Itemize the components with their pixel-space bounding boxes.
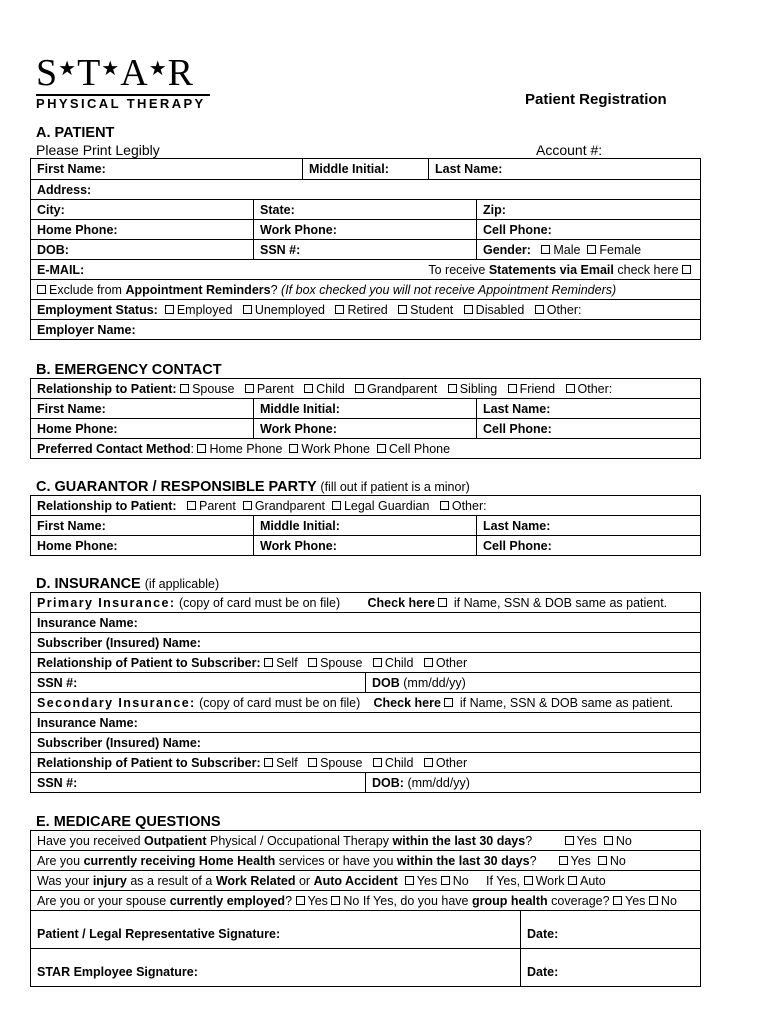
q3-yes-checkbox[interactable] [405, 876, 414, 885]
pref-work-phone-checkbox[interactable] [289, 444, 298, 453]
primary-child-checkbox[interactable] [373, 658, 382, 667]
account-number-label[interactable]: Account #: [536, 142, 603, 158]
primary-relationship-row: Relationship of Patient to Subscriber: Self Spouse Child Other [31, 653, 701, 673]
section-d-heading: D. INSURANCE (if applicable) [36, 576, 220, 592]
employer-name-field[interactable]: Employer Name: [31, 320, 701, 340]
secondary-child-checkbox[interactable] [373, 758, 382, 767]
patient-last-name-field[interactable]: Last Name: [429, 159, 701, 180]
section-b-heading: B. EMERGENCY CONTACT [36, 362, 222, 378]
primary-insurance-name-field[interactable]: Insurance Name: [31, 613, 701, 633]
medicare-question-3: Was your injury as a result of a Work Related or Auto Accident Yes No If Yes, Work Auto [31, 871, 701, 891]
guarantor-home-phone-field[interactable]: Home Phone: [31, 536, 254, 556]
q3-work-checkbox[interactable] [524, 876, 533, 885]
patient-signature-field[interactable]: Patient / Legal Representative Signature: [31, 911, 521, 949]
spouse-checkbox[interactable] [180, 384, 189, 393]
patient-dob-field[interactable]: DOB: [31, 240, 254, 260]
patient-work-phone-field[interactable]: Work Phone: [254, 220, 477, 240]
guarantor-other-checkbox[interactable] [440, 501, 449, 510]
emergency-cell-phone-field[interactable]: Cell Phone: [477, 419, 701, 439]
emergency-home-phone-field[interactable]: Home Phone: [31, 419, 254, 439]
insurance-table [30, 592, 701, 793]
logo-wordmark: S★T★A★R [36, 52, 194, 94]
primary-self-checkbox[interactable] [264, 658, 273, 667]
patient-first-name-field[interactable]: First Name: [31, 159, 303, 180]
medicare-question-4: Are you or your spouse currently employed? Yes No If Yes, do you have group health coverage? Yes No [31, 891, 701, 911]
employee-signature-date-field[interactable]: Date: [521, 949, 701, 987]
document-title: Patient Registration [525, 91, 667, 108]
primary-same-as-patient-checkbox[interactable] [438, 598, 447, 607]
parent-checkbox[interactable] [245, 384, 254, 393]
secondary-other-checkbox[interactable] [424, 758, 433, 767]
secondary-self-checkbox[interactable] [264, 758, 273, 767]
logo-subtitle: PHYSICAL THERAPY [36, 96, 206, 111]
patient-signature-date-field[interactable]: Date: [521, 911, 701, 949]
secondary-subscriber-name-field[interactable]: Subscriber (Insured) Name: [31, 733, 701, 753]
q4-group-no-checkbox[interactable] [649, 896, 658, 905]
secondary-insurance-name-field[interactable]: Insurance Name: [31, 713, 701, 733]
grandparent-checkbox[interactable] [355, 384, 364, 393]
guarantor-cell-phone-field[interactable]: Cell Phone: [477, 536, 701, 556]
retired-checkbox[interactable] [335, 305, 344, 314]
secondary-insurance-row: Secondary Insurance: (copy of card must be on file) Check here if Name, SSN & DOB same as patient. [31, 693, 701, 713]
employed-checkbox[interactable] [165, 305, 174, 314]
patient-table [30, 158, 701, 180]
friend-checkbox[interactable] [508, 384, 517, 393]
employment-status-row: Employment Status: Employed Unemployed Retired Student Disabled Other: [31, 300, 701, 320]
guarantor-table [30, 495, 701, 556]
section-a-heading: A. PATIENT [36, 125, 115, 141]
secondary-spouse-checkbox[interactable] [308, 758, 317, 767]
emergency-last-name-field[interactable]: Last Name: [477, 399, 701, 419]
q2-yes-checkbox[interactable] [559, 856, 568, 865]
patient-ssn-field[interactable]: SSN #: [254, 240, 477, 260]
exclude-reminders-row: Exclude from Appointment Reminders? (If box checked you will not receive Appointment Reminders) [31, 280, 701, 300]
patient-gender-row: Gender: Male Female [477, 240, 701, 260]
patient-email-row[interactable]: E-MAIL: To receive Statements via Email check here [31, 260, 701, 280]
secondary-same-as-patient-checkbox[interactable] [444, 698, 453, 707]
student-checkbox[interactable] [398, 305, 407, 314]
secondary-relationship-row: Relationship of Patient to Subscriber: Self Spouse Child Other [31, 753, 701, 773]
female-checkbox[interactable] [587, 245, 596, 254]
secondary-ssn-field[interactable]: SSN #: [31, 773, 366, 793]
guarantor-first-name-field[interactable]: First Name: [31, 516, 254, 536]
q3-auto-checkbox[interactable] [568, 876, 577, 885]
q4-no-checkbox[interactable] [331, 896, 340, 905]
q2-no-checkbox[interactable] [598, 856, 607, 865]
legal-guardian-checkbox[interactable] [332, 501, 341, 510]
emergency-contact-table [30, 378, 701, 459]
sibling-checkbox[interactable] [448, 384, 457, 393]
pref-cell-phone-checkbox[interactable] [377, 444, 386, 453]
emergency-work-phone-field[interactable]: Work Phone: [254, 419, 477, 439]
patient-city-field[interactable]: City: [31, 200, 254, 220]
print-legibly-note: Please Print Legibly [36, 142, 160, 158]
employee-signature-field[interactable]: STAR Employee Signature: [31, 949, 521, 987]
q4-group-yes-checkbox[interactable] [613, 896, 622, 905]
primary-subscriber-name-field[interactable]: Subscriber (Insured) Name: [31, 633, 701, 653]
other-relationship-checkbox[interactable] [566, 384, 575, 393]
secondary-dob-field[interactable]: DOB: (mm/dd/yy) [366, 773, 701, 793]
primary-insurance-row: Primary Insurance: (copy of card must be on file) Check here if Name, SSN & DOB same as patient. [31, 593, 701, 613]
emergency-relationship-row: Relationship to Patient: Spouse Parent Child Grandparent Sibling Friend Other: [31, 379, 701, 399]
patient-zip-field[interactable]: Zip: [477, 200, 701, 220]
exclude-reminders-checkbox[interactable] [37, 285, 46, 294]
patient-state-field[interactable]: State: [254, 200, 477, 220]
patient-middle-initial-field[interactable]: Middle Initial: [303, 159, 429, 180]
primary-ssn-field[interactable]: SSN #: [31, 673, 366, 693]
primary-dob-field[interactable]: DOB (mm/dd/yy) [366, 673, 701, 693]
guarantor-middle-initial-field[interactable]: Middle Initial: [254, 516, 477, 536]
section-c-heading: C. GUARANTOR / RESPONSIBLE PARTY (fill out if patient is a minor) [36, 479, 470, 495]
guarantor-work-phone-field[interactable]: Work Phone: [254, 536, 477, 556]
guarantor-grandparent-checkbox[interactable] [243, 501, 252, 510]
patient-cell-phone-field[interactable]: Cell Phone: [477, 220, 701, 240]
q4-yes-checkbox[interactable] [296, 896, 305, 905]
patient-home-phone-field[interactable]: Home Phone: [31, 220, 254, 240]
pref-home-phone-checkbox[interactable] [197, 444, 206, 453]
emergency-middle-initial-field[interactable]: Middle Initial: [254, 399, 477, 419]
disabled-checkbox[interactable] [464, 305, 473, 314]
guarantor-parent-checkbox[interactable] [187, 501, 196, 510]
q1-no-checkbox[interactable] [604, 836, 613, 845]
guarantor-relationship-row: Relationship to Patient: Parent Grandparent Legal Guardian Other: [31, 496, 701, 516]
unemployed-checkbox[interactable] [243, 305, 252, 314]
section-e-heading: E. MEDICARE QUESTIONS [36, 814, 221, 830]
q1-yes-checkbox[interactable] [565, 836, 574, 845]
q3-no-checkbox[interactable] [441, 876, 450, 885]
male-checkbox[interactable] [541, 245, 550, 254]
statements-email-checkbox[interactable] [682, 265, 691, 274]
medicare-table [30, 830, 701, 987]
guarantor-last-name-field[interactable]: Last Name: [477, 516, 701, 536]
patient-address-field[interactable]: Address: [31, 180, 701, 200]
medicare-question-2: Are you currently receiving Home Health services or have you within the last 30 days? Yes No [31, 851, 701, 871]
patient-table-2 [30, 179, 701, 340]
emergency-first-name-field[interactable]: First Name: [31, 399, 254, 419]
child-checkbox[interactable] [304, 384, 313, 393]
medicare-question-1: Have you received Outpatient Physical / Occupational Therapy within the last 30 days? Yes No [31, 831, 701, 851]
primary-other-checkbox[interactable] [424, 658, 433, 667]
other-employment-checkbox[interactable] [535, 305, 544, 314]
preferred-contact-row: Preferred Contact Method: Home Phone Work Phone Cell Phone [31, 439, 701, 459]
star-logo [36, 50, 210, 112]
primary-spouse-checkbox[interactable] [308, 658, 317, 667]
